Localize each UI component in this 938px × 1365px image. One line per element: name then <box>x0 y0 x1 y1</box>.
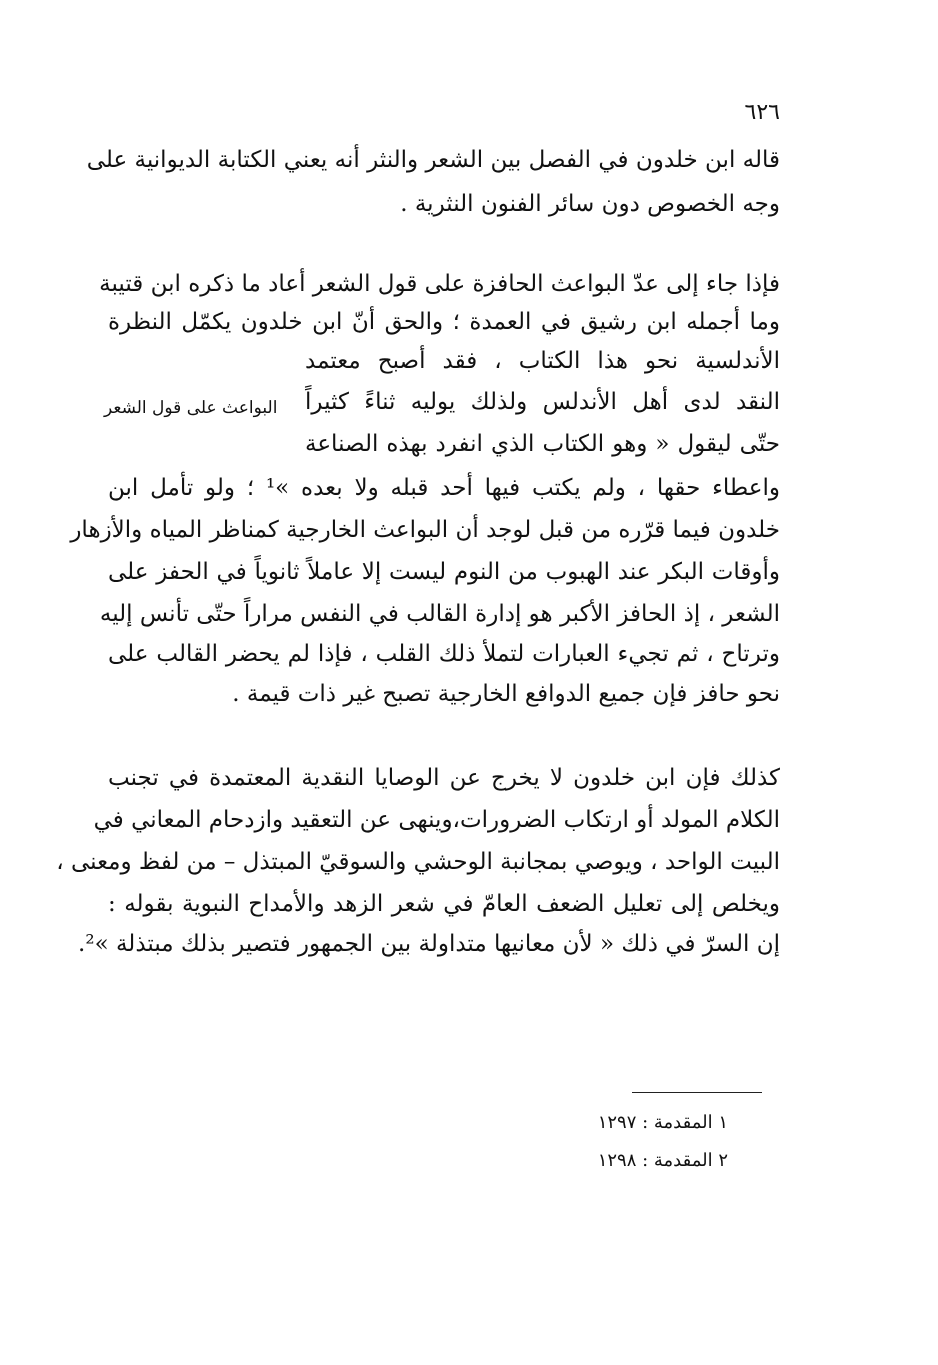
margin-note: البواعث على قول الشعر <box>104 398 278 418</box>
paragraph-2-line-11: نحو حافز فإن جميع الدوافع الخارجية تصبح غير ذات قيمة . <box>232 681 780 707</box>
paragraph-3-line-3: البيت الواحد ، ويوصي بمجانبة الوحشي والسوقيّ المبتذل – من لفظ ومعنى ، <box>56 849 780 875</box>
paragraph-3-line-1: كذلك فإن ابن خلدون لا يخرج عن الوصايا النقدية المعتمدة في تجنب <box>108 765 780 791</box>
paragraph-3-line-5: إن السرّ في ذلك « لأن معانيها متداولة بين الجمهور فتصير بذلك مبتذلة »². <box>78 931 780 957</box>
paragraph-2-line-5: حتّى ليقول « وهو الكتاب الذي انفرد بهذه الصناعة <box>305 431 780 457</box>
paragraph-2-line-10: وترتاح ، ثم تجيء العبارات لتملأ ذلك القلب ، فإذا لم يحضر القالب على <box>108 641 780 667</box>
paragraph-1-line-1: قاله ابن خلدون في الفصل بين الشعر والنثر أنه يعني الكتابة الديوانية على <box>86 147 780 173</box>
paragraph-2-line-3: الأندلسية نحو هذا الكتاب ، فقد أصبح معتمد <box>305 348 780 374</box>
paragraph-2-line-9: الشعر ، إذ الحافز الأكبر هو إدارة القالب في النفس مراراً حتّى تأنس إليه <box>99 601 780 627</box>
paragraph-3-line-4: ويخلص إلى تعليل الضعف العامّ في شعر الزهد والأمداح النبوية بقوله : <box>108 891 780 917</box>
footnote-1: ١ المقدمة : ١٢٩٧ <box>597 1112 728 1133</box>
footnote-2: ٢ المقدمة : ١٢٩٨ <box>597 1150 728 1171</box>
paragraph-2-line-4: النقد لدى أهل الأندلس ولذلك يوليه ثناءً كثيراً <box>305 389 780 415</box>
paragraph-1-line-2: وجه الخصوص دون سائر الفنون النثرية . <box>400 191 780 217</box>
paragraph-2-line-6: واعطاء حقها ، ولم يكتب فيها أحد قبله ولا بعده »¹ ؛ ولو تأمل ابن <box>108 475 780 501</box>
page-number: ٦٢٦ <box>744 100 780 125</box>
paragraph-2-line-7: خلدون فيما قرّره من قبل لوجد أن البواعث الخارجية كمناظر المياه والأزهار <box>70 517 780 543</box>
footnote-divider <box>632 1092 762 1093</box>
paragraph-3-line-2: الكلام المولد أو ارتكاب الضرورات،وينهى عن التعقيد وازدحام المعاني في <box>93 807 780 833</box>
paragraph-2-line-2: وما أجمله ابن رشيق في العمدة ؛ والحق أنّ ابن خلدون يكمّل النظرة <box>108 309 780 335</box>
paragraph-2-line-8: وأوقات البكر عند الهبوب من النوم ليست إلا عاملاً ثانوياً في الحفز على <box>108 559 780 585</box>
paragraph-2-line-1: فإذا جاء إلى عدّ البواعث الحافزة على قول الشعر أعاد ما ذكره ابن قتيبة <box>99 271 780 297</box>
